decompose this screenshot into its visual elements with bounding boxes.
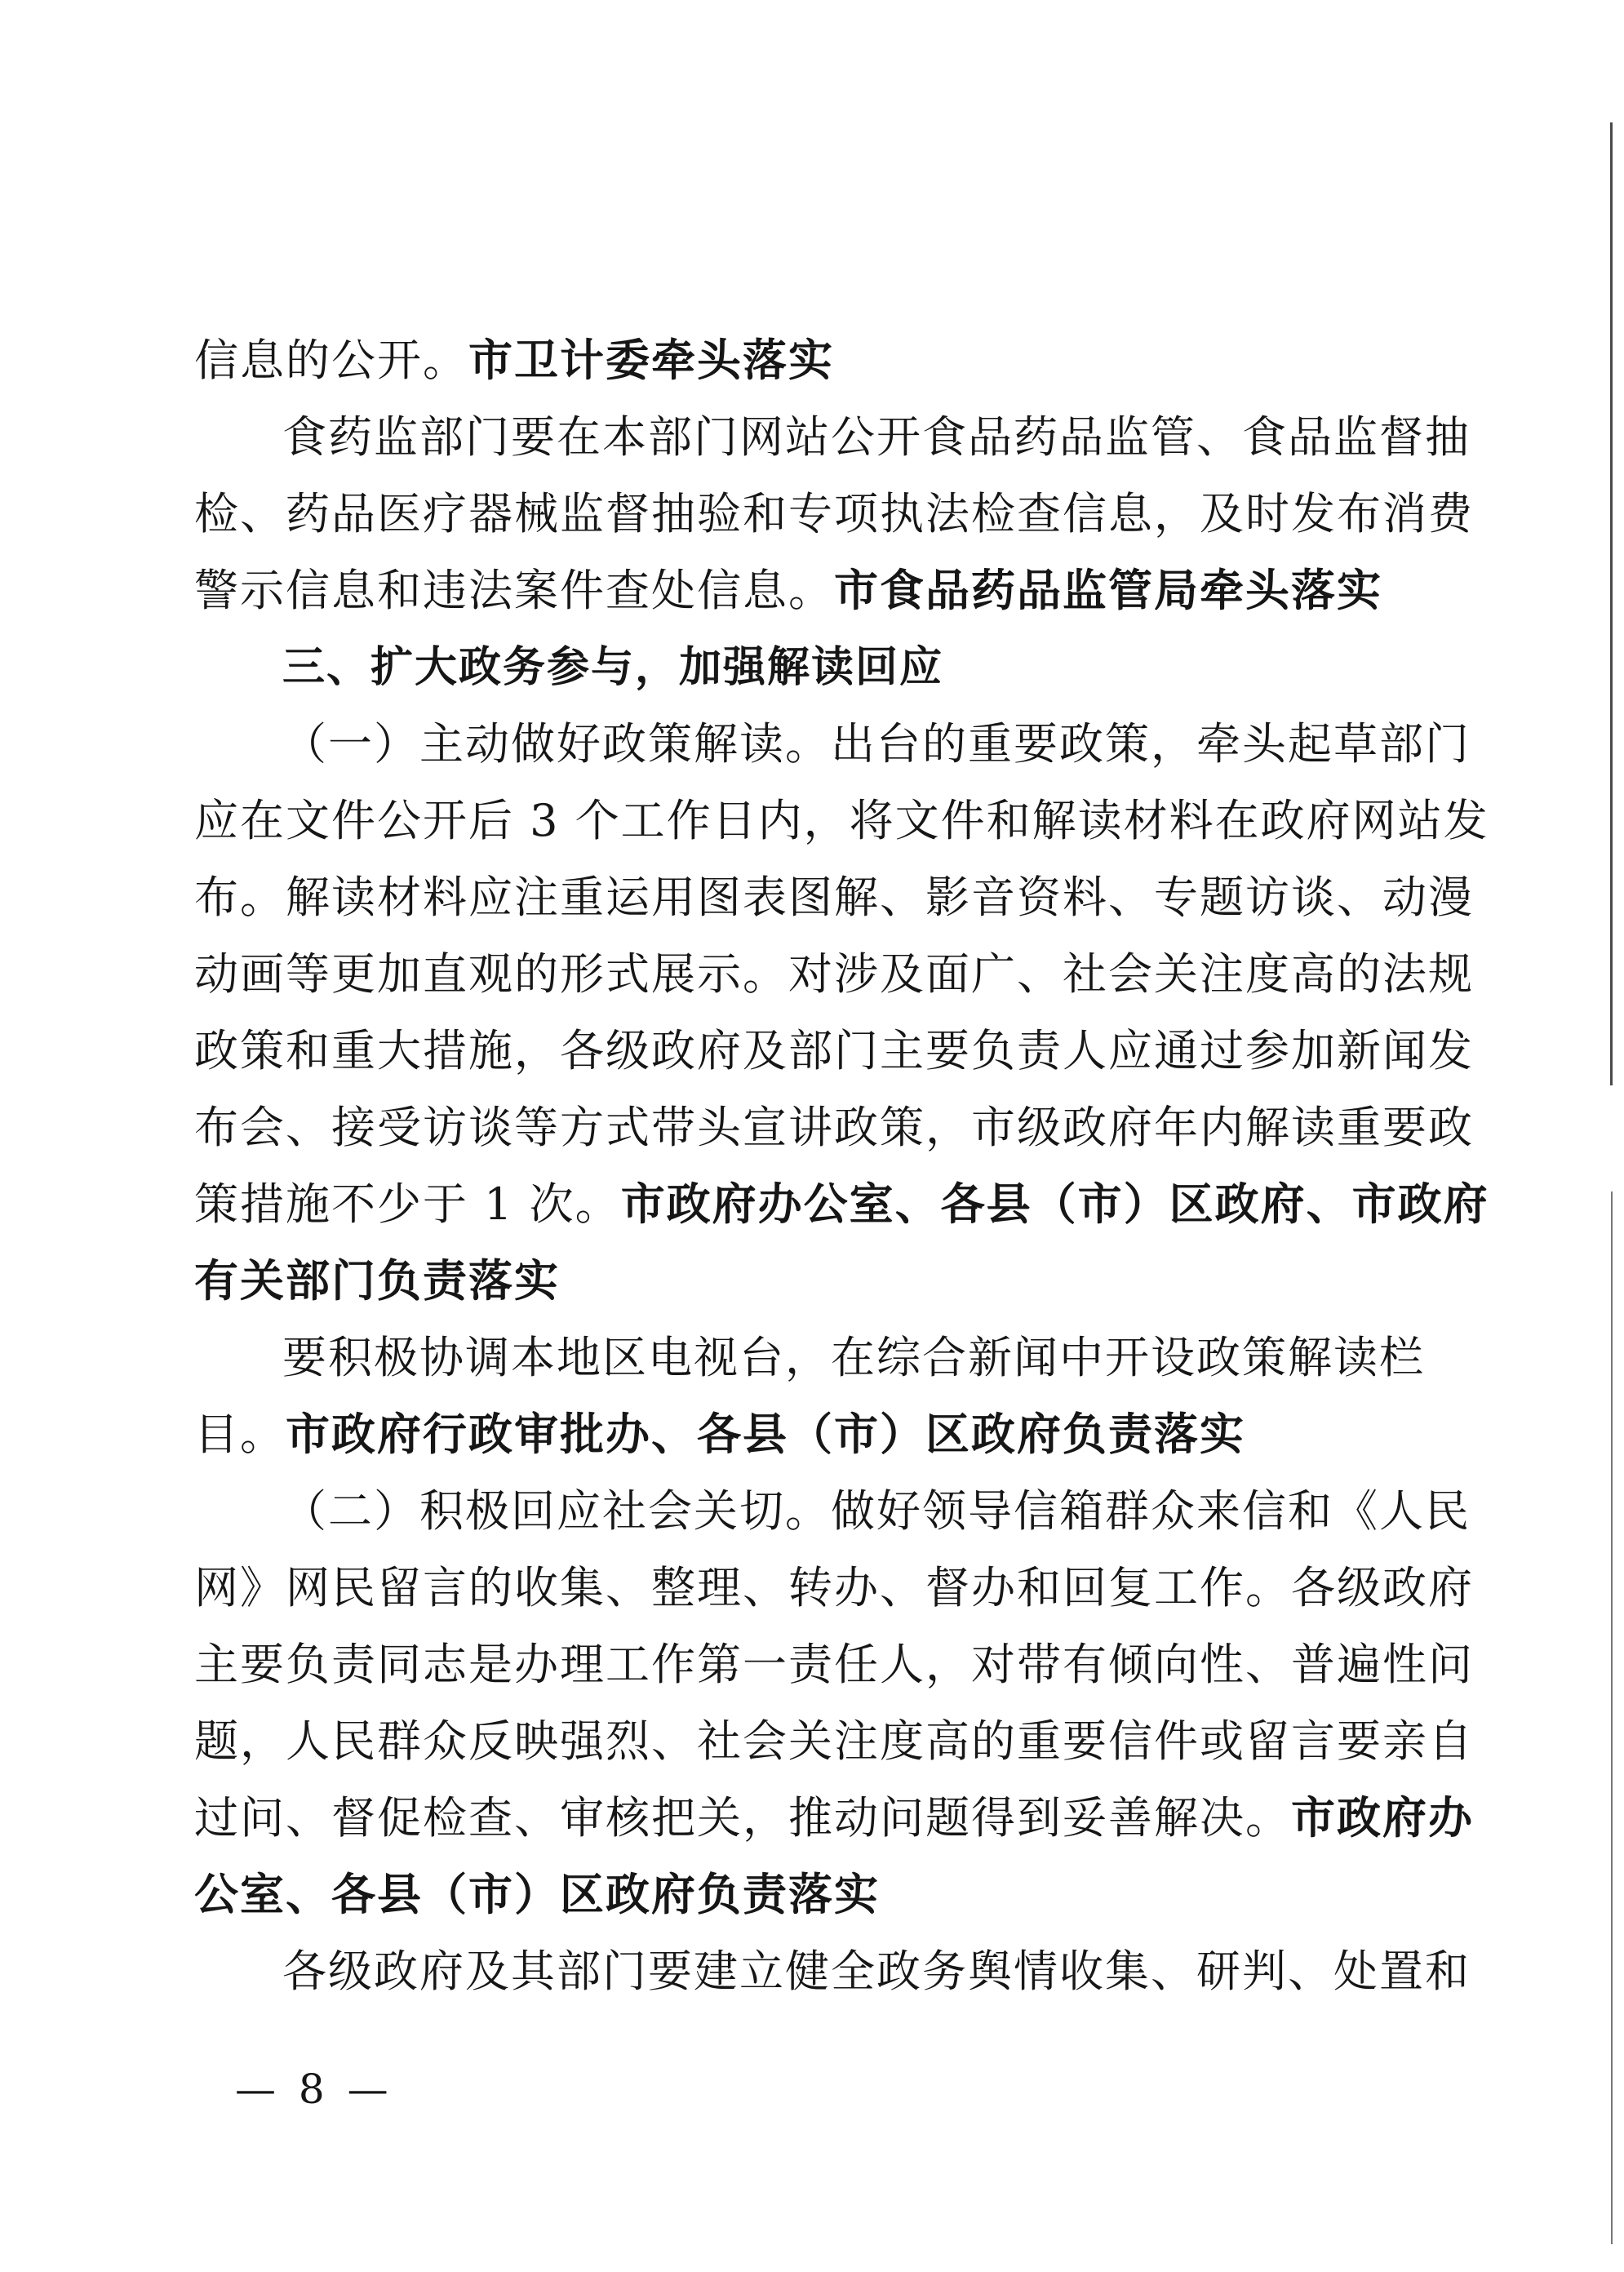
text-line-9: 动画等更加直观的形式展示。对涉及面广、社会关注度高的法规 <box>194 948 1474 1000</box>
text-line-8: 布。解读材料应注重运用图表图解、影音资料、专题访谈、动漫 <box>194 872 1474 923</box>
text-line-18: 主要负责同志是办理工作第一责任人，对带有倾向性、普遍性问 <box>194 1639 1474 1690</box>
text-line-6: （一）主动做好政策解读。出台的重要政策，牵头起草部门 <box>282 718 1471 770</box>
text-line-15: 目。市政府行政审批办、各县（市）区政府负责落实 <box>194 1409 1245 1460</box>
text-line-21: 公室、各县（市）区政府负责落实 <box>194 1869 880 1920</box>
section-heading: 三、扩大政务参与，加强解读回应 <box>282 643 944 692</box>
text-line-14: 要积极协调本地区电视台，在综合新闻中开设政策解读栏 <box>282 1332 1425 1383</box>
page-body <box>194 322 1489 2010</box>
text-line-3: 检、药品医疗器械监督抽验和专项执法检查信息，及时发布消费 <box>194 488 1474 539</box>
text-line-10: 政策和重大措施，各级政府及部门主要负责人应通过参加新闻发 <box>194 1025 1474 1076</box>
scan-edge-mark <box>1610 122 1613 1085</box>
text-line-12: 策措施不少于 1 次。市政府办公室、各县（市）区政府、市政府 <box>194 1178 1489 1230</box>
text-line-1: 信息的公开。市卫计委牵头落实 <box>194 335 834 386</box>
text-line-7: 应在文件公开后 3 个工作日内，将文件和解读材料在政府网站发 <box>194 795 1489 846</box>
page-number: — 8 — <box>235 2066 393 2113</box>
text-line-20: 过问、督促检查、审核把关，推动问题得到妥善解决。市政府办 <box>194 1792 1474 1844</box>
text-line-22: 各级政府及其部门要建立健全政务舆情收集、研判、处置和 <box>282 1946 1471 1997</box>
scan-edge-mark-lower <box>1611 1191 1613 2244</box>
text-line-19: 题，人民群众反映强烈、社会关注度高的重要信件或留言要亲自 <box>194 1715 1474 1767</box>
text-line-4: 警示信息和违法案件查处信息。市食品药品监管局牵头落实 <box>194 565 1382 616</box>
text-line-16: （二）积极回应社会关切。做好领导信箱群众来信和《人民 <box>282 1485 1471 1537</box>
text-line-11: 布会、接受访谈等方式带头宣讲政策，市级政府年内解读重要政 <box>194 1102 1474 1153</box>
text-line-13: 有关部门负责落实 <box>194 1255 560 1307</box>
text-line-2: 食药监部门要在本部门网站公开食品药品监管、食品监督抽 <box>282 411 1471 463</box>
text-line-17: 网》网民留言的收集、整理、转办、督办和回复工作。各级政府 <box>194 1562 1474 1613</box>
